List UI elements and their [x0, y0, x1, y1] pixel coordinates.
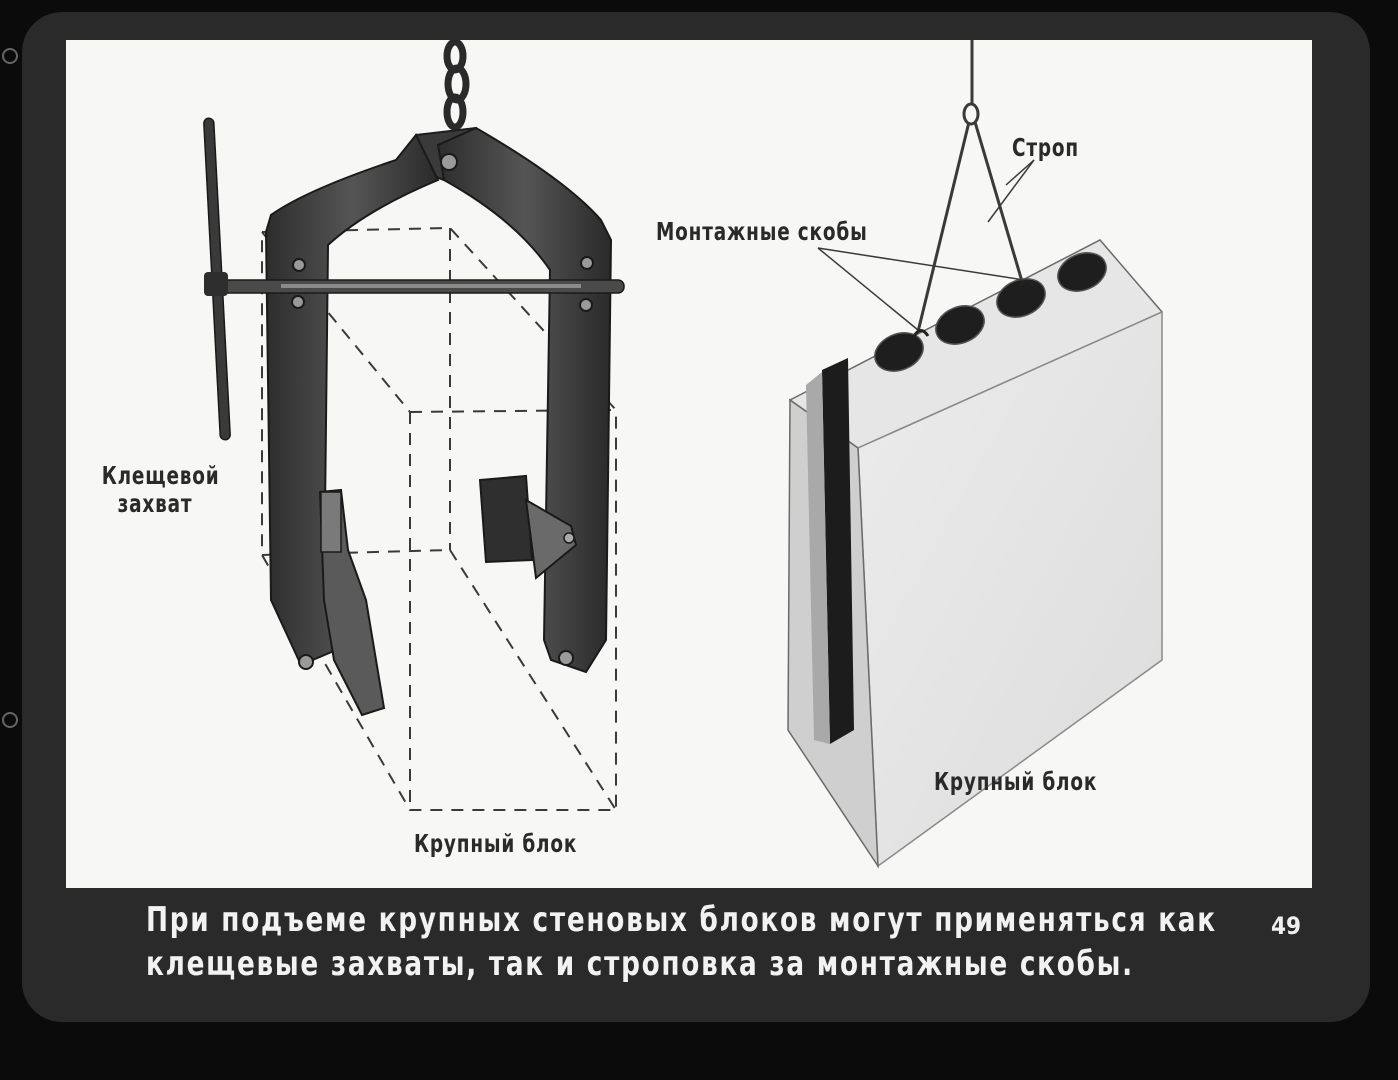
clamp-grip-drawing	[204, 42, 624, 810]
clamp-grip-label: Клещевой захват	[101, 461, 220, 518]
caption-line-1: При подъеме крупных стеновых блоков могут применяться как	[146, 900, 1217, 940]
sprocket-hole	[2, 712, 18, 728]
frame-number: 49	[1270, 912, 1302, 940]
large-block-right-label: Крупный блок	[934, 767, 1098, 796]
illustration	[66, 40, 1312, 888]
slung-block-drawing	[788, 40, 1162, 866]
sling-label: Строп	[1012, 133, 1079, 162]
illustration-panel	[66, 40, 1312, 888]
mounting-brackets-label: Монтажные скобы	[656, 217, 868, 246]
crane-chain	[447, 42, 466, 127]
large-block-left-label: Крупный блок	[414, 829, 578, 858]
sprocket-hole	[2, 48, 18, 64]
caption-line-2: клещевые захваты, так и строповка за монтажные скобы.	[146, 944, 1134, 984]
slide-caption	[146, 898, 1217, 986]
